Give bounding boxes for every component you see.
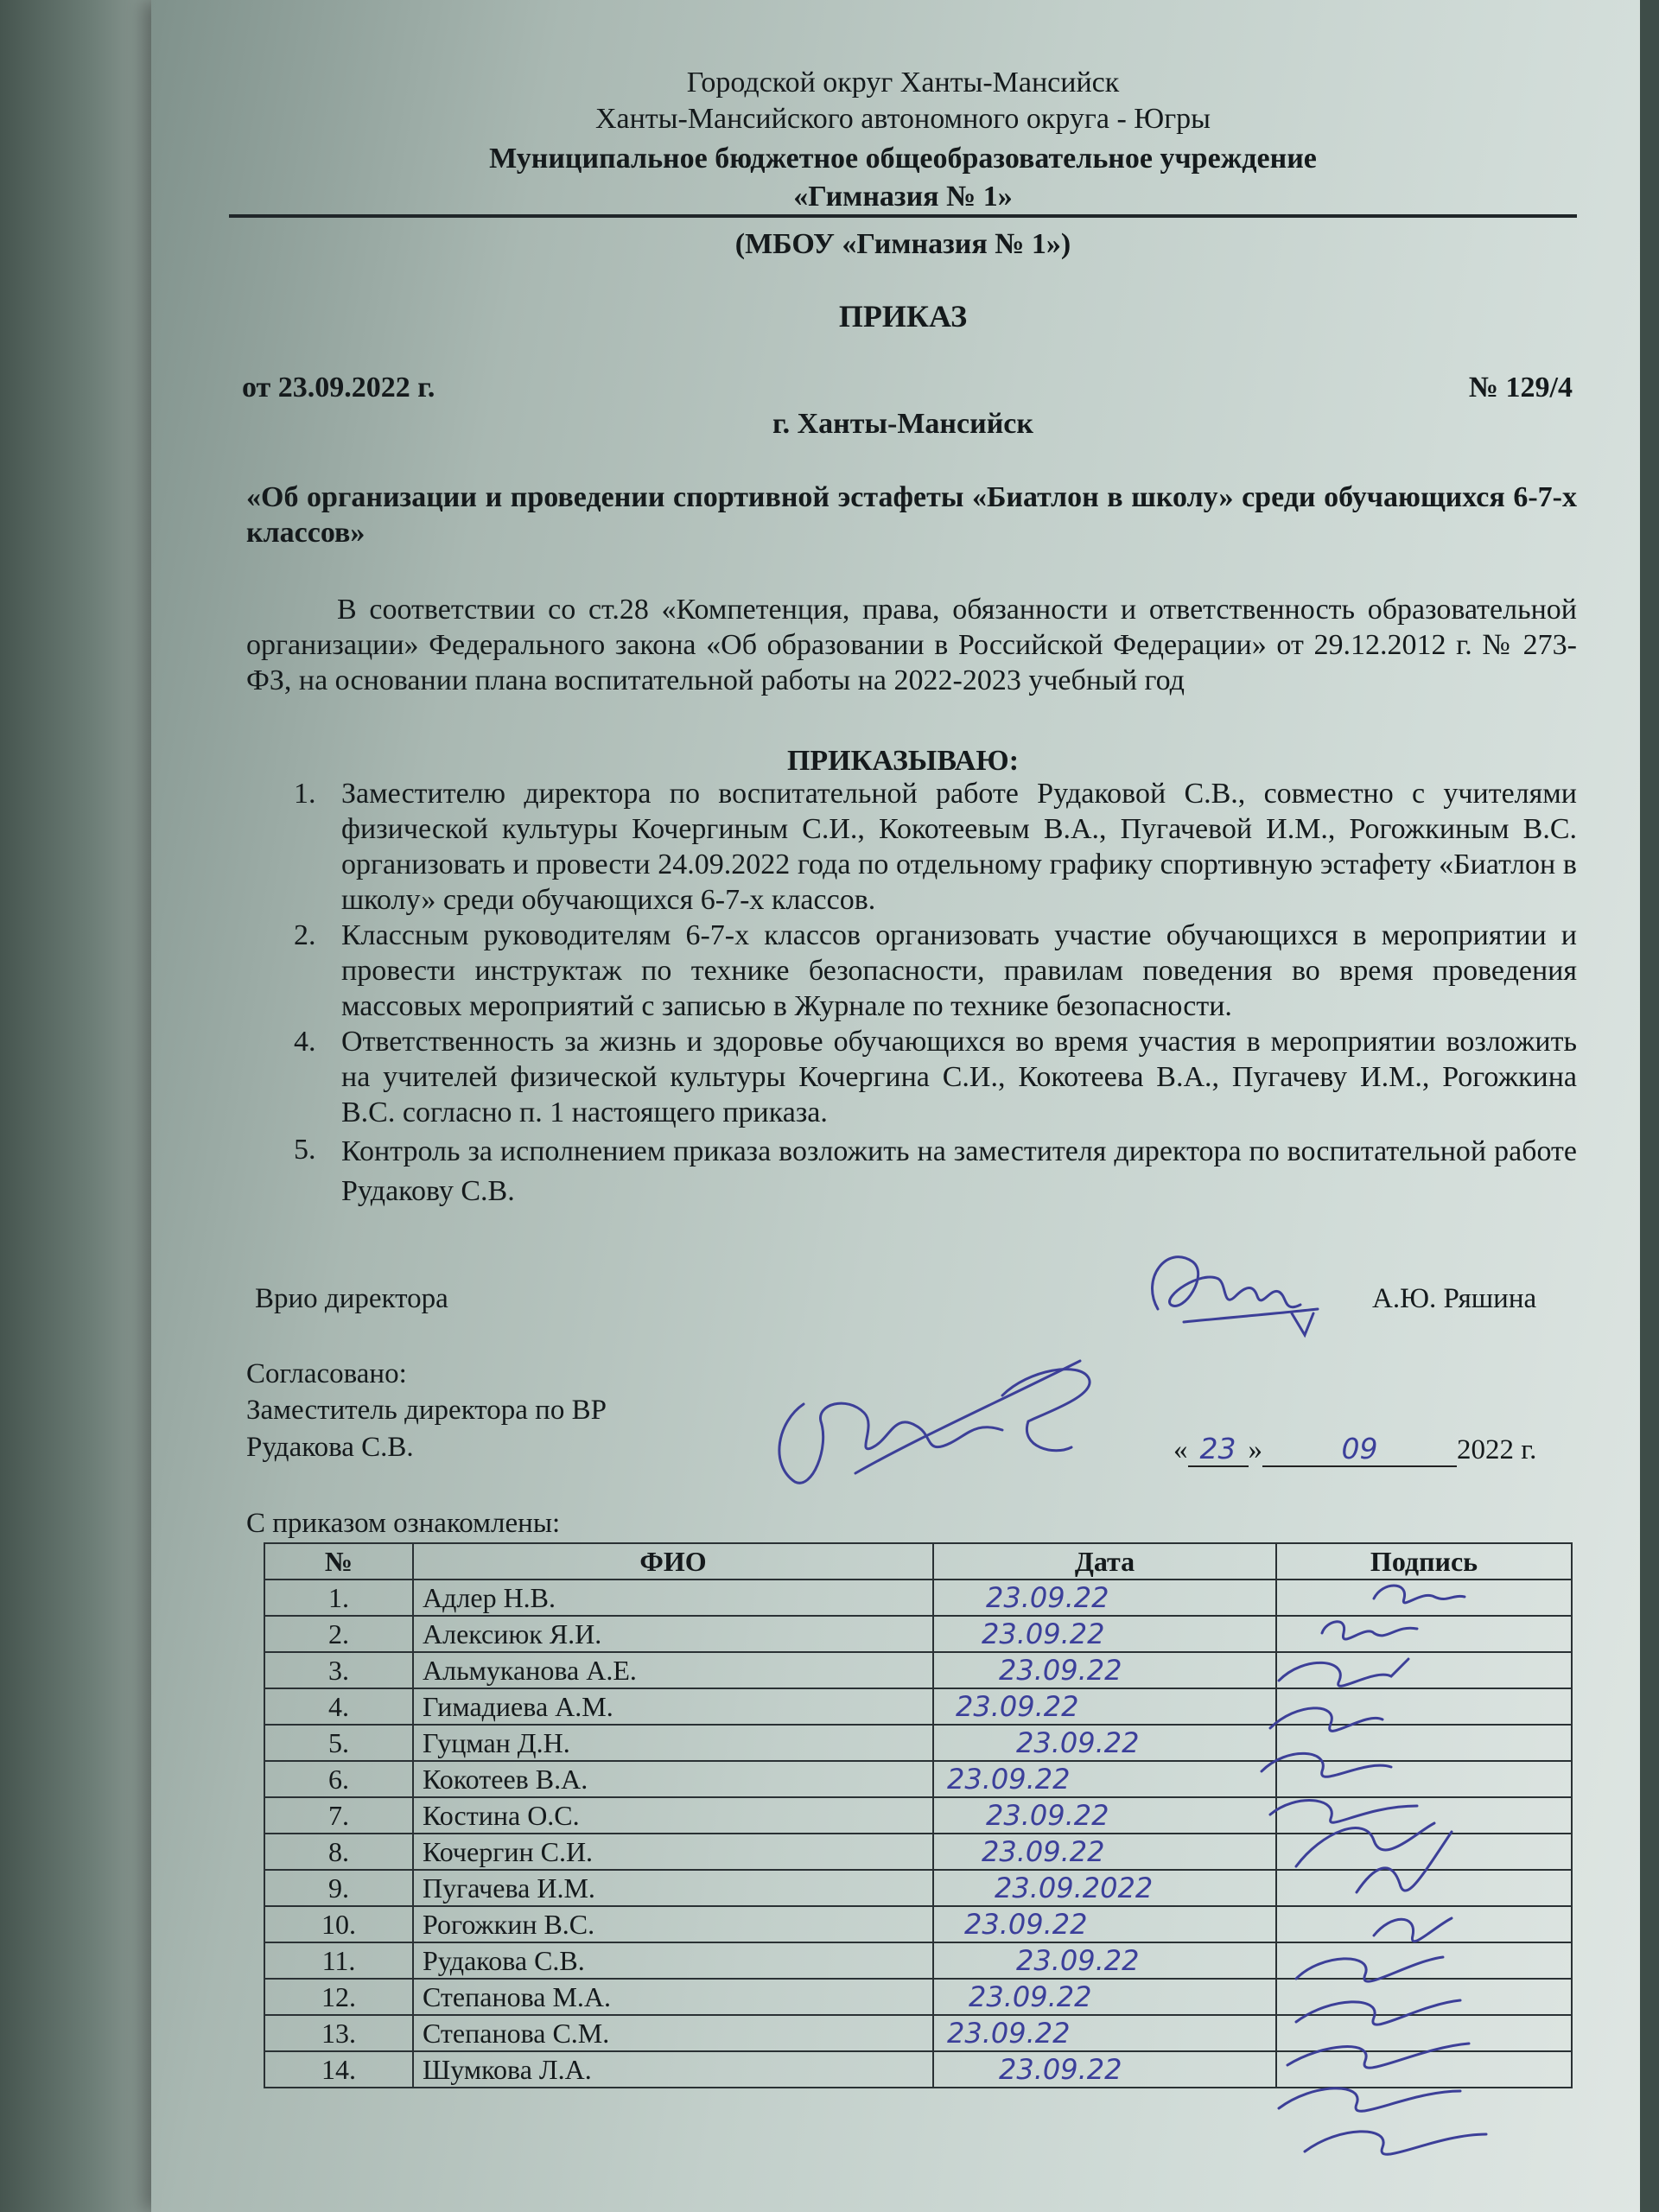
row-date: 23.09.22 xyxy=(933,1616,1276,1652)
row-fio: Степанова С.М. xyxy=(413,2015,933,2051)
header-divider xyxy=(229,214,1577,218)
row-number: 10. xyxy=(264,1906,413,1942)
doc-preamble: В соответствии со ст.28 «Компетенция, права, обязанности и ответственность образовательной организации» Федерального закона «Об образовании в Российской Федерации» от 29.12.2012 г. № 273-ФЗ, на основании плана воспитательной работы на 2022-2023 учебный год xyxy=(246,594,1577,696)
approval-date xyxy=(1173,1432,1536,1467)
row-number: 2. xyxy=(264,1616,413,1652)
header-institution: Муниципальное бюджетное общеобразовательное учреждение xyxy=(489,143,1317,175)
row-date: 23.09.22 xyxy=(933,1761,1276,1797)
order-item: Классным руководителям 6-7-х классов организовать участие обучающихся в мероприятии и провести инструктаж по технике безопасности, правилам поведения во время проведения массовых мероприятий с записью в Журнале по технике безопасности. xyxy=(341,919,1577,1022)
row-number: 5. xyxy=(264,1725,413,1761)
director-name: А.Ю. Ряшина xyxy=(1372,1283,1537,1314)
item-number: 2. xyxy=(294,919,316,951)
row-fio: Гуцман Д.Н. xyxy=(413,1725,933,1761)
doc-type: ПРИКАЗ xyxy=(838,299,968,334)
row-number: 1. xyxy=(264,1580,413,1616)
date-year: 2022 г. xyxy=(1457,1434,1537,1465)
header-line-1: Городской округ Ханты-Мансийск xyxy=(686,67,1120,99)
ack-signatures xyxy=(1244,1573,1555,2177)
header-line-2: Ханты-Мансийского автономного округа - Югры xyxy=(594,103,1211,135)
row-fio: Рогожкин В.С. xyxy=(413,1906,933,1942)
row-fio: Шумкова Л.А. xyxy=(413,2051,933,2088)
doc-number: № 129/4 xyxy=(1468,372,1573,404)
order-item: Ответственность за жизнь и здоровье обучающихся во время участия в мероприятии возложить на учителей физической культуры Кочергина С.И., Кокотеева В.А., Пугачеву И.М., Рогожкина В.С. согласно п. 1 настоящего приказа. xyxy=(341,1026,1577,1128)
row-date: 23.09.22 xyxy=(933,1688,1276,1725)
row-date: 23.09.22 xyxy=(933,1652,1276,1688)
doc-date: от 23.09.2022 г. xyxy=(242,372,435,404)
date-quote-open: « xyxy=(1173,1434,1188,1465)
row-number: 7. xyxy=(264,1797,413,1834)
col-number: № xyxy=(264,1543,413,1580)
doc-subject: «Об организации и проведении спортивной эстафеты «Биатлон в школу» среди обучающихся 6-7-х классов» xyxy=(246,481,1577,549)
row-date: 23.09.22 xyxy=(933,1834,1276,1870)
item-number: 5. xyxy=(294,1134,316,1166)
item-number: 1. xyxy=(294,778,316,810)
deputy-signature xyxy=(743,1344,1106,1508)
agreed-label: Согласовано: xyxy=(246,1358,407,1389)
row-number: 6. xyxy=(264,1761,413,1797)
background-strip xyxy=(1640,0,1659,2212)
row-number: 13. xyxy=(264,2015,413,2051)
row-number: 9. xyxy=(264,1870,413,1906)
deputy-name: Рудакова С.В. xyxy=(246,1432,414,1463)
row-fio: Альмуканова А.Е. xyxy=(413,1652,933,1688)
row-number: 4. xyxy=(264,1688,413,1725)
row-fio: Кокотеев В.А. xyxy=(413,1761,933,1797)
ack-caption: С приказом ознакомлены: xyxy=(246,1508,561,1539)
header-short-name: (МБОУ «Гимназия № 1») xyxy=(734,228,1071,260)
col-signature: Подпись xyxy=(1276,1543,1572,1580)
row-fio: Пугачева И.М. xyxy=(413,1870,933,1906)
item-number: 4. xyxy=(294,1026,316,1058)
row-date: 23.09.22 xyxy=(933,1979,1276,2015)
row-date: 23.09.2022 xyxy=(933,1870,1276,1906)
row-fio: Рудакова С.В. xyxy=(413,1942,933,1979)
row-date: 23.09.22 xyxy=(933,1906,1276,1942)
row-number: 3. xyxy=(264,1652,413,1688)
row-date: 23.09.22 xyxy=(933,1725,1276,1761)
date-day: 23 xyxy=(1188,1432,1249,1467)
row-date: 23.09.22 xyxy=(933,1942,1276,1979)
doc-place: г. Ханты-Мансийск xyxy=(772,408,1033,440)
row-fio: Алексиюк Я.И. xyxy=(413,1616,933,1652)
row-number: 11. xyxy=(264,1942,413,1979)
row-fio: Кочергин С.И. xyxy=(413,1834,933,1870)
row-date: 23.09.22 xyxy=(933,2051,1276,2088)
col-date: Дата xyxy=(933,1543,1276,1580)
row-number: 14. xyxy=(264,2051,413,2088)
row-date: 23.09.22 xyxy=(933,1580,1276,1616)
director-title: Врио директора xyxy=(255,1283,448,1314)
row-fio: Степанова М.А. xyxy=(413,1979,933,2015)
row-date: 23.09.22 xyxy=(933,1797,1276,1834)
row-fio: Адлер Н.В. xyxy=(413,1580,933,1616)
order-item: Контроль за исполнением приказа возложить на заместителя директора по воспитательной работе Рудакову С.В. xyxy=(341,1135,1577,1207)
order-word: ПРИКАЗЫВАЮ: xyxy=(786,745,1020,777)
date-month: 09 xyxy=(1262,1432,1457,1467)
binder-edge xyxy=(0,0,151,2212)
col-fio: ФИО xyxy=(413,1543,933,1580)
date-quote-close: » xyxy=(1248,1434,1262,1465)
row-number: 8. xyxy=(264,1834,413,1870)
row-fio: Гимадиева А.М. xyxy=(413,1688,933,1725)
header-gymnasium: «Гимназия № 1» xyxy=(793,181,1013,213)
row-date: 23.09.22 xyxy=(933,2015,1276,2051)
director-signature xyxy=(1132,1227,1331,1348)
deputy-title: Заместитель директора по ВР xyxy=(246,1395,607,1426)
row-fio: Костина О.С. xyxy=(413,1797,933,1834)
row-number: 12. xyxy=(264,1979,413,2015)
order-item: Заместителю директора по воспитательной работе Рудаковой С.В., совместно с учителями физической культуры Кочергиным С.И., Кокотеевым В.А., Пугачевой И.М., Рогожкиным В.С. организовать и провести 24.09.2022 года по отдельному графику спортивную эстафету «Биатлон в школу» среди обучающихся 6-7-х классов. xyxy=(341,778,1577,916)
